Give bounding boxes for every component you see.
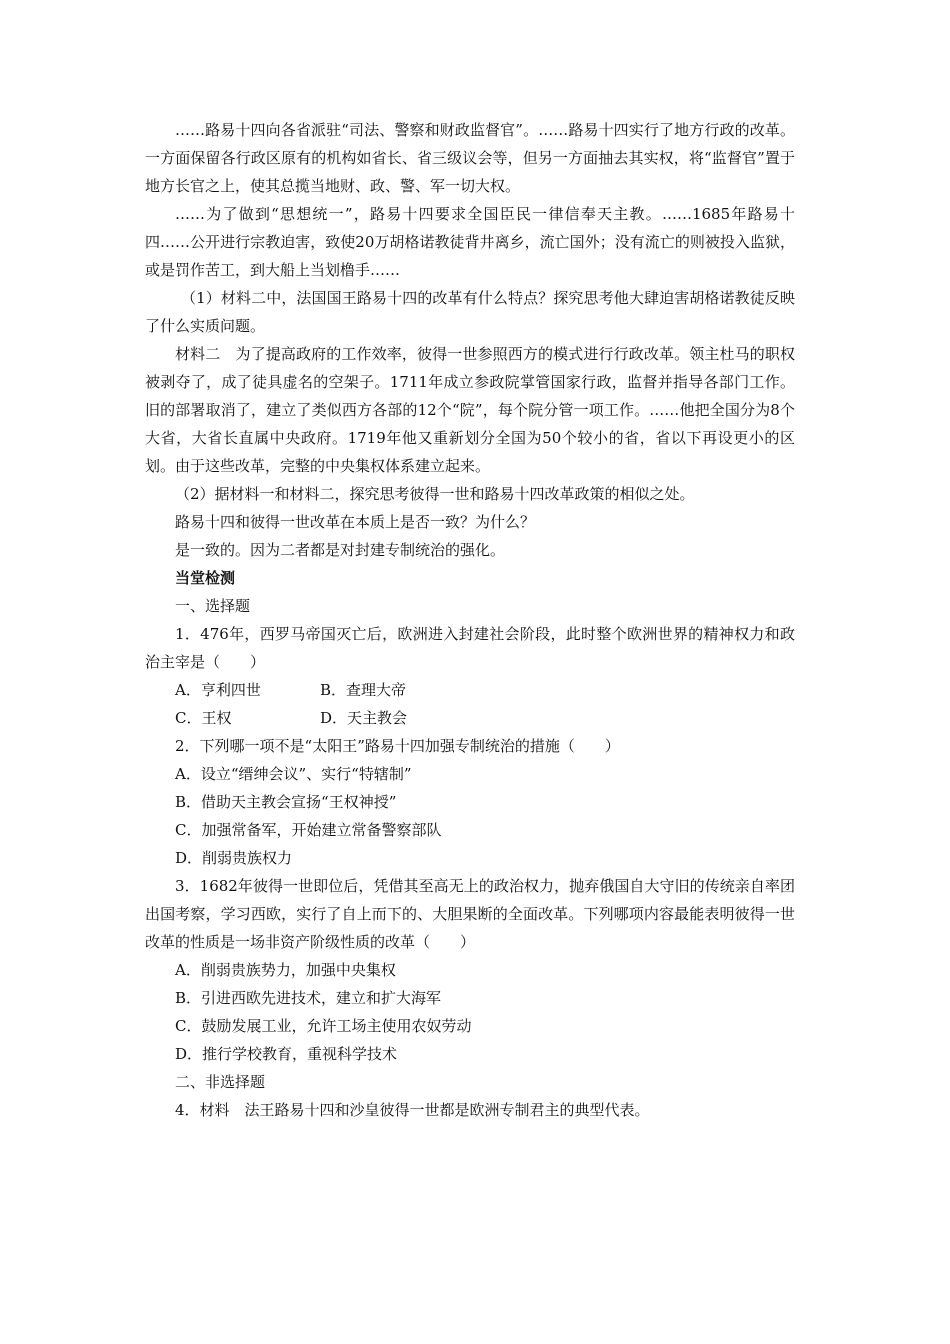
mc-question-3-option-d: D．推行学校教育，重视科学技术 xyxy=(175,1045,398,1063)
material-a-paragraph-2: ……为了做到“思想统一”，路易十四要求全国臣民一律信奉天主教。……1685年路易十四……公开进行宗教迫害，致使20万胡格诺教徒背井离乡，流亡国外；没有流亡的则被投入监狱，或是罚作苦工，到大船上当划橹手…… xyxy=(145,205,795,279)
mc-question-2-stem: 2．下列哪一项不是“太阳王”路易十四加强专制统治的措施（ ） xyxy=(175,737,620,755)
section-title: 当堂检测 xyxy=(175,569,236,587)
part-2-title: 二、非选择题 xyxy=(175,1073,266,1091)
question-4: 4．材料 法王路易十四和沙皇彼得一世都是欧洲专制君主的典型代表。 xyxy=(175,1101,650,1119)
mc-question-2-option-d: D．削弱贵族权力 xyxy=(175,849,293,867)
question-1: （1）材料二中，法国国王路易十四的改革有什么特点？探究思考他大肆迫害胡格诺教徒反映了什么实质问题。 xyxy=(145,289,795,335)
mc-question-1-options-row-1 xyxy=(145,676,795,704)
material-b-paragraph: 材料二 为了提高政府的工作效率，彼得一世参照西方的模式进行行政改革。领主杜马的职权被剥夺了，成了徒具虚名的空架子。1711年成立参政院掌管国家行政，监督并指导各部门工作。旧的部署取消了，建立了类似西方各部的12个“院”，每个院分管一项工作。……他把全国分为8个大省，大省长直属中央政府。1719年他又重新划分全国为50个较小的省，省以下再设更小的区划。由于这些改革，完整的中央集权体系建立起来。 xyxy=(145,345,795,475)
mc-question-3-option-c: C．鼓励发展工业，允许工场主使用农奴劳动 xyxy=(175,1017,472,1035)
mc-question-3-option-b: B．引进西欧先进技术，建立和扩大海军 xyxy=(175,989,442,1007)
mc-question-1-stem: 1．476年，西罗马帝国灭亡后，欧洲进入封建社会阶段，此时整个欧洲世界的精神权力和政治主宰是（ ） xyxy=(145,625,795,671)
question-3: 路易十四和彼得一世改革在本质上是否一致？为什么？ xyxy=(175,513,536,531)
mc-question-2-option-c: C．加强常备军，开始建立常备警察部队 xyxy=(175,821,442,839)
option-c: C．王权 xyxy=(175,709,232,727)
mc-question-2-option-a: A．设立“缙绅会议”、实行“特辖制” xyxy=(175,765,412,783)
part-1-title: 一、选择题 xyxy=(175,597,251,615)
question-2: （2）据材料一和材料二，探究思考彼得一世和路易十四改革政策的相似之处。 xyxy=(175,485,695,503)
document-page xyxy=(145,116,795,1124)
answer-3: 是一致的。因为二者都是对封建专制统治的强化。 xyxy=(175,541,506,559)
mc-question-2-option-b: B．借助天主教会宣扬“王权神授” xyxy=(175,793,397,811)
option-a: A．亨利四世 xyxy=(175,681,261,699)
mc-question-3-stem: 3．1682年彼得一世即位后，凭借其至高无上的政治权力，抛弃俄国自大守旧的传统亲自率团出国考察，学习西欧，实行了自上而下的、大胆果断的全面改革。下列哪项内容最能表明彼得一世改革的性质是一场非资产阶级性质的改革（ ） xyxy=(145,877,795,951)
option-d: D．天主教会 xyxy=(320,709,408,727)
option-b: B．查理大帝 xyxy=(320,681,407,699)
mc-question-1-options-row-2 xyxy=(145,704,795,732)
mc-question-3-option-a: A．削弱贵族势力，加强中央集权 xyxy=(175,961,396,979)
material-a-paragraph-1: ……路易十四向各省派驻“司法、警察和财政监督官”。……路易十四实行了地方行政的改革。一方面保留各行政区原有的机构如省长、省三级议会等，但另一方面抽去其实权，将“监督官”置于地方长官之上，使其总揽当地财、政、警、军一切大权。 xyxy=(145,121,795,195)
